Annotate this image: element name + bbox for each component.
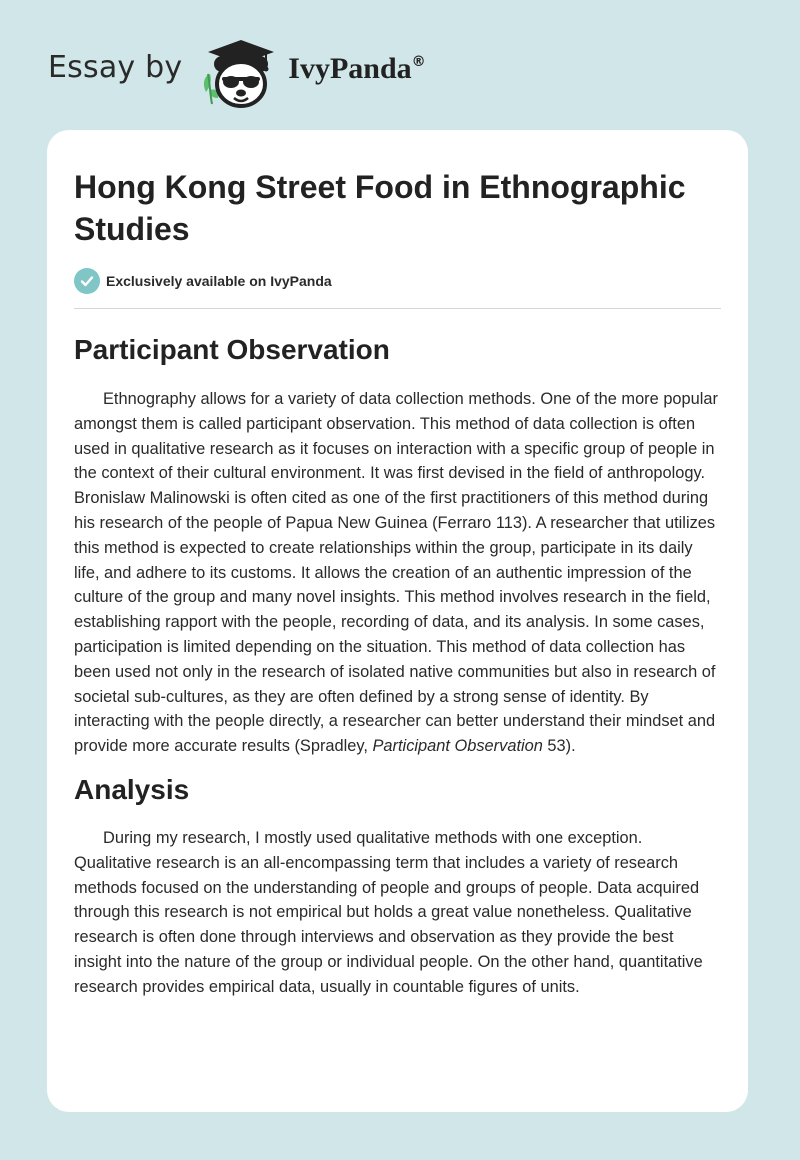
page-title: Hong Kong Street Food in Ethnographic Studies xyxy=(74,169,686,247)
exclusive-badge xyxy=(74,268,721,309)
citation-title: Participant Observation xyxy=(372,737,543,756)
check-circle-icon xyxy=(74,268,100,294)
essay-by-label: Essay by xyxy=(48,49,183,85)
section-body-analysis: During my research, I mostly used qualitative methods with one exception. Qualitative research is an all-encompassing term that includes a variety of research methods focused on the understanding of people and groups of people. Data acquired through this research is not empirical but holds a great value nonetheless. Qualitative research is often done through interviews and observation as they provide the best insight into the nature of the group or individual people. On the other hand, quantitative research provides empirical data, usually in countable figures of units. xyxy=(74,828,703,996)
exclusive-label: Exclusively available on IvyPanda xyxy=(106,273,332,289)
panda-graduate-icon xyxy=(196,30,282,110)
site-header xyxy=(48,30,426,110)
section-heading-analysis: Analysis xyxy=(74,773,190,805)
section-body-participant-observation: Ethnography allows for a variety of data collection methods. One of the more popular amongst them is called participant observation. This method of data collection is often used in qualitative research as it focuses on interaction with a specific group of people in the context of their cultural environment. It was first devised in the field of anthropology. Bronislaw Malinowski is often cited as one of the first practitioners of this method during his research of the people of Papua New Guinea (Ferraro 113). A researcher that utilizes this method is expected to create relationships within the group, participate in its daily life, and adhere to its customs. It allows the creation of an authentic impression of the culture of the group and many novel insights. This method involves research in the field, establishing rapport with the people, recording of data, and its analysis. In some cases, participation is limited depending on the situation. This method of data collection has been used not only in the research of isolated native communities but also in research of societal sub-cultures, as they are often defined by a strong sense of identity. By interacting with the people directly, a researcher can better understand their mindset and provide more accurate results (Spradley, Participant Observation 53). xyxy=(74,390,718,756)
section-heading-participant-observation: Participant Observation xyxy=(74,334,390,365)
ivypanda-logo[interactable] xyxy=(196,30,425,110)
brand-name: IvyPanda® xyxy=(288,52,426,85)
essay-card xyxy=(47,130,748,1112)
